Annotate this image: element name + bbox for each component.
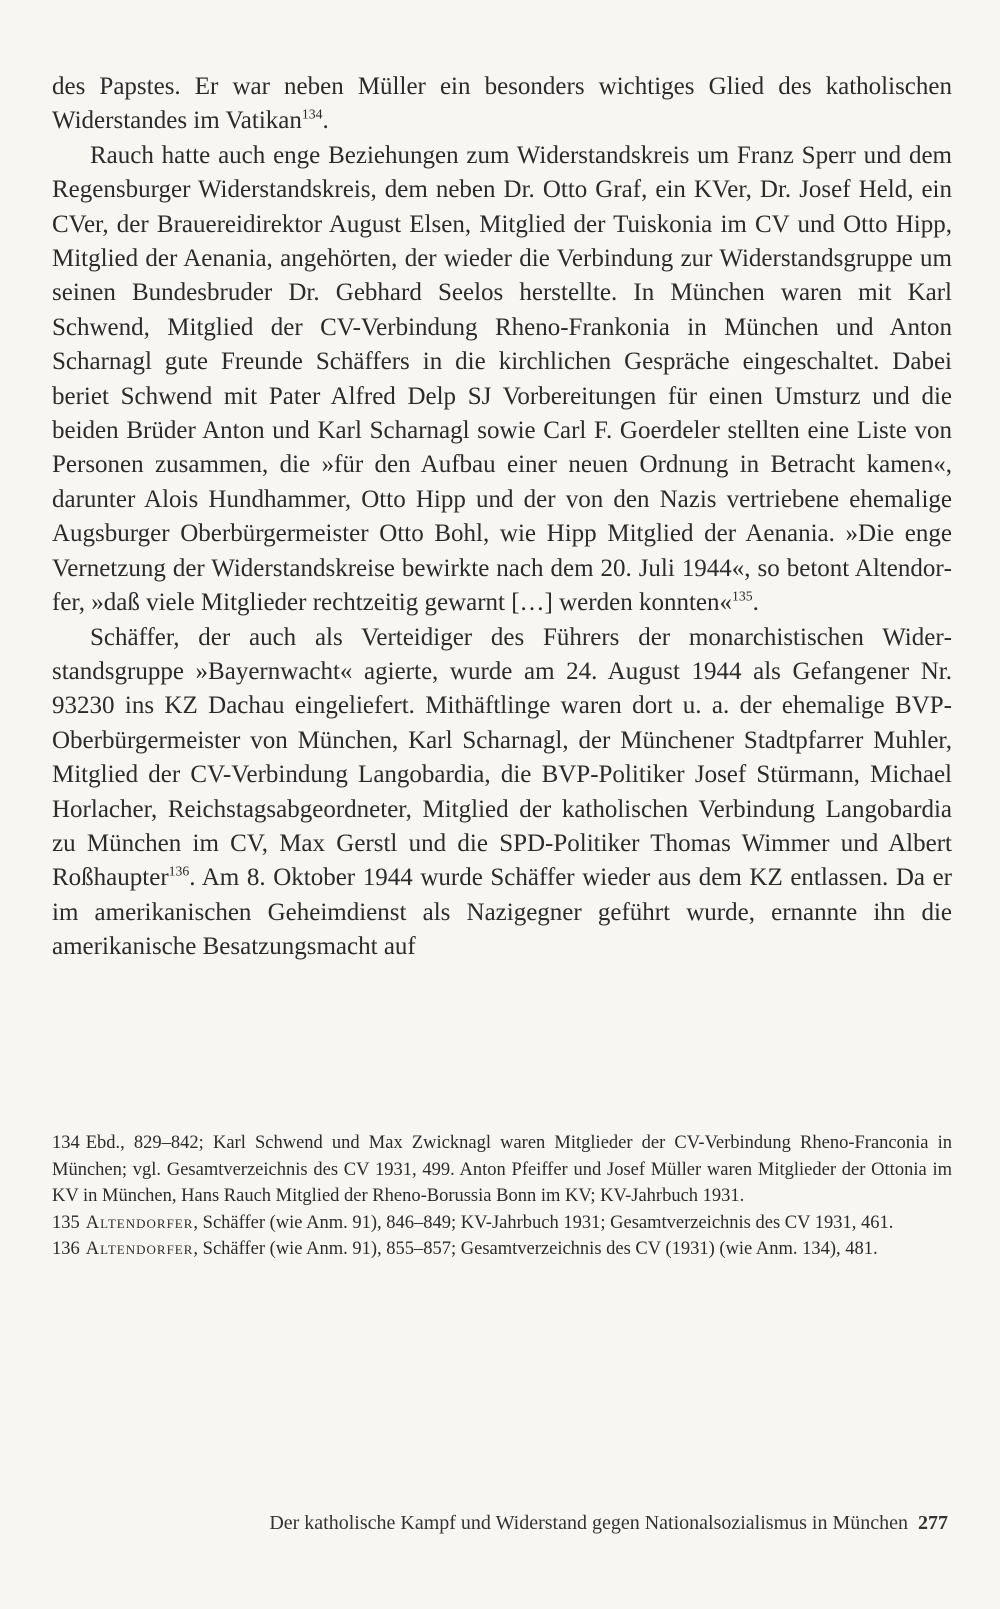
- paragraph-1-text: des Papstes. Er war neben Müller ein besonders wichtiges Glied des katholischen Widerstandes im Vatikan: [52, 73, 952, 135]
- paragraph-3-text: Schäffer, der auch als Verteidiger des Führers der monarchistischen Widerstandsgruppe »Bayernwacht« agierte, wurde am 24. August 1944 als Gefangener Nr. 93230 ins KZ Dachau eingeliefert. Mithäftlinge waren dort u. a. der ehemalige BVP-Oberbürgermeister von München, Karl Scharnagl, der Münchener Stadtpfarrer Muhler, Mitglied der CV-Verbindung Langobardia, die BVP-Politiker Josef Stürmann, Michael Horlacher, Reichstagsabgeordneter, Mitglied der katholischen Verbindung Langobardia zu München im CV, Max Gerstl und die SPD-Politiker Thomas Wimmer und Albert Roßhaupter: [52, 623, 952, 892]
- page-number: 277: [918, 1512, 948, 1534]
- footnote-number: 136: [52, 1239, 80, 1259]
- footnote-135: [52, 1210, 952, 1237]
- footnote-136: [52, 1236, 952, 1263]
- paragraph-2-end: .: [752, 589, 759, 617]
- page-footer: [269, 1512, 948, 1535]
- footnote-134: [52, 1130, 952, 1210]
- footnotes: [52, 1130, 952, 1263]
- footnote-text: , Schäffer (wie Anm. 91), 855–857; Gesamtverzeichnis des CV (1931) (wie Anm. 134), 481.: [193, 1239, 878, 1259]
- footnote-author: Altendorfer: [85, 1212, 194, 1233]
- running-title: Der katholische Kampf und Widerstand gegen Nationalsozialismus in München: [269, 1512, 908, 1534]
- footnote-number: 135: [52, 1212, 80, 1233]
- main-text: [52, 70, 952, 965]
- paragraph-1: [52, 70, 952, 139]
- paragraph-3-end: . Am 8. Oktober 1944 wurde Schäffer wieder aus dem KZ entlassen. Da er im amerikanischen Geheimdienst als Nazigegner geführt wurde, ernannte ihn die amerikanische Besatzungsmacht auf: [52, 864, 952, 961]
- footnote-text: Ebd., 829–842; Karl Schwend und Max Zwicknagl waren Mitglieder der CV-Verbindung Rheno-Franconia in München; vgl. Gesamtverzeichnis des CV 1931, 499. Anton Pfeiffer und Josef Müller waren Mitglieder der Ottonia im KV in München, Hans Rauch Mitglied der Rheno-Borussia Bonn im KV; KV-Jahrbuch 1931.: [52, 1133, 952, 1206]
- footnote-ref-135: 135: [731, 588, 753, 604]
- page-body: [52, 70, 952, 965]
- footnote-number: 134: [52, 1133, 80, 1153]
- paragraph-3: [52, 621, 952, 965]
- paragraph-2-text: Rauch hatte auch enge Beziehungen zum Widerstandskreis um Franz Sperr und dem Regensburger Widerstandskreis, dem neben Dr. Otto Graf, ein KVer, Dr. Josef Held, ein CVer, der Brauereidirektor August Elsen, Mitglied der Tuiskonia im CV und Otto Hipp, Mitglied der Aenania, angehörten, der wieder die Verbindung zur Widerstandsgruppe um seinen Bundesbruder Dr. Gebhard Seelos herstellte. In München waren mit Karl Schwend, Mitglied der CV-Verbindung Rheno-Frankonia in München und Anton Scharnagl gute Freunde Schäffers in die kirchlichen Gespräche eingeschaltet. Dabei beriet Schwend mit Pater Alfred Delp SJ Vorbereitungen für einen Umsturz und die beiden Brüder Anton und Karl Scharnagl sowie Carl F. Goerdeler stellten eine Liste von Personen zusammen, die »für den Aufbau einer neuen Ordnung in Betracht kamen«, darunter Alois Hundhammer, Otto Hipp und der von den Nazis vertriebene ehemalige Augsburger Oberbürgermeister Otto Bohl, wie Hipp Mitglied der Aenania. »Die enge Vernetzung der Widerstandskreise bewirkte nach dem 20. Juli 1944«, so betont Altendorfer, »daß viele Mitglieder rechtzeitig gewarnt […] werden konnten«: [52, 141, 952, 617]
- footnote-text: , Schäffer (wie Anm. 91), 846–849; KV-Jahrbuch 1931; Gesamtverzeichnis des CV 1931, 461.: [193, 1212, 894, 1233]
- paragraph-1-end: .: [322, 107, 329, 135]
- footnote-ref-134: 134: [301, 107, 323, 123]
- footnote-author: Altendorfer: [85, 1239, 194, 1259]
- paragraph-2: [52, 139, 952, 621]
- footnote-ref-136: 136: [168, 864, 190, 880]
